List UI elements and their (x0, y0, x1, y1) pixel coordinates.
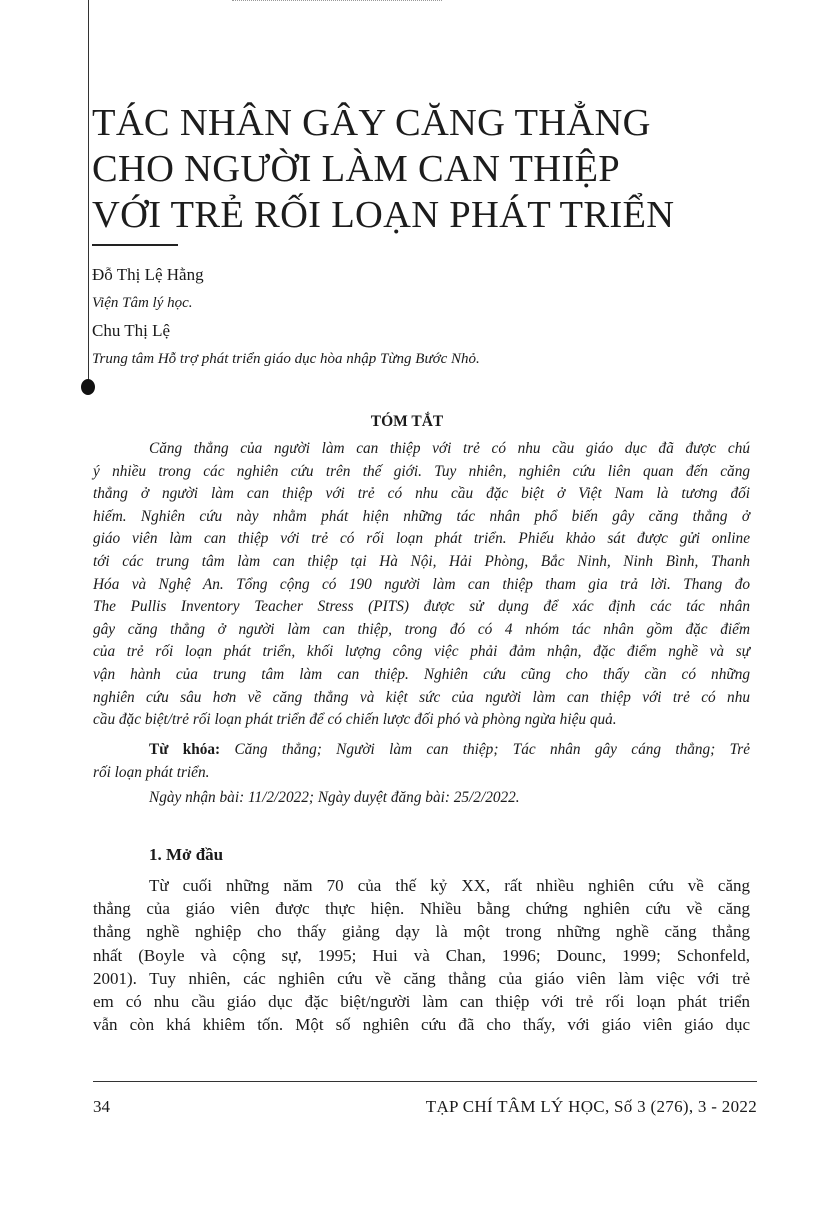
article-title (92, 100, 782, 238)
body-line: Từ cuối những năm 70 của thế kỷ XX, rất nhiều nghiên cứu về căng (149, 876, 750, 895)
abstract-heading: TÓM TẮT (370, 413, 444, 430)
abstract-body (93, 438, 750, 732)
author-name: Chu Thị Lệ (92, 321, 171, 340)
abstract-line: tới các trung tâm làm can thiệp tại Hà Nội, Hải Phòng, Bắc Ninh, Ninh Bình, Thanh (93, 552, 750, 570)
abstract-line: gây căng thẳng ở người làm can thiệp, trong đó có 4 nhóm tác nhân gồm đặc điểm (93, 620, 750, 638)
margin-vertical-rule (88, 0, 89, 392)
body-line: 2001). Tuy nhiên, các nghiên cứu về căng thẳng của giáo viên làm việc với trẻ (93, 968, 750, 988)
title-line: VỚI TRẺ RỐI LOẠN PHÁT TRIỂN (92, 194, 675, 236)
title-line: CHO NGƯỜI LÀM CAN THIỆP (92, 148, 621, 190)
abstract-line: của trẻ rối loạn phát triển, khối lượng công việc phải đảm nhận, đặc điểm nghề và sự (93, 643, 750, 661)
received-dates: Ngày nhận bài: 11/2/2022; Ngày duyệt đăng bài: 25/2/2022. (149, 789, 520, 806)
body-line: em có nhu cầu giáo dục đặc biệt/người làm can thiệp với trẻ rối loạn phát triển (93, 992, 750, 1012)
section-body (93, 874, 750, 1036)
journal-name: TẠP CHÍ TÂM LÝ HỌC, Số 3 (276), 3 - 2022 (425, 1097, 757, 1116)
section-heading: 1. Mở đầu (149, 845, 224, 864)
abstract-line: Hóa và Nghệ An. Tổng cộng có 190 người làm can thiệp tham gia trả lời. Thang đo (93, 575, 750, 593)
author-name: Đỗ Thị Lệ Hằng (92, 265, 204, 284)
abstract-line: giáo viên làm can thiệp với trẻ có rối loạn phát triển. Phiếu khảo sát được gửi online (93, 530, 750, 548)
abstract-line: cầu đặc biệt/trẻ rối loạn phát triển để có chiến lược đối phó và phòng ngừa hiệu quả. (93, 711, 617, 729)
abstract-line: thẳng ở người làm can thiệp với trẻ có nhu cầu đặc biệt ở Việt Nam là tương đối (93, 485, 750, 503)
body-line: thẳng của giáo viên được thực hiện. Nhiều bằng chứng nghiên cứu về căng (93, 899, 750, 919)
author-affiliation: Trung tâm Hỗ trợ phát triển giáo dục hòa nhập Từng Bước Nhỏ. (92, 351, 480, 367)
author-block (92, 261, 480, 373)
footer-rule (93, 1081, 757, 1082)
title-line: TÁC NHÂN GÂY CĂNG THẲNG (92, 102, 651, 144)
body-line: nhất (Boyle và cộng sự, 1995; Hui và Chan, 1996; Dounc, 1999; Schonfeld, (93, 945, 750, 965)
scan-top-marks (232, 0, 442, 4)
margin-bullet-mark (81, 379, 95, 395)
keywords-text-cont: rối loạn phát triển. (93, 763, 210, 781)
body-line: vẫn còn khá khiêm tốn. Một số nghiên cứu đã cho thấy, với giáo viên giáo dục (93, 1015, 750, 1035)
keywords-label: Từ khóa: (149, 741, 221, 758)
author-affiliation: Viện Tâm lý học. (92, 295, 193, 311)
abstract-line: ý nhiều trong các nghiên cứu trên thế giới. Tuy nhiên, nghiên cứu liên quan đến căng (93, 462, 750, 480)
body-line: thẳng nghề nghiệp cho thấy giảng dạy là một trong những nghề căng thẳng (93, 922, 750, 942)
page-number: 34 (93, 1097, 110, 1116)
abstract-line: Căng thẳng của người làm can thiệp với trẻ có nhu cầu giáo dục đã được chú (149, 440, 750, 457)
title-underline (92, 244, 178, 246)
keywords-text: Căng thẳng; Người làm can thiệp; Tác nhân gây cáng thẳng; Trẻ (234, 741, 750, 758)
abstract-line: hiếm. Nghiên cứu này nhằm phát hiện những tác nhân phổ biến gây căng thẳng ở (93, 507, 750, 525)
keywords (93, 739, 750, 784)
abstract-line: The Pullis Inventory Teacher Stress (PITS) được sử dụng để xác định các tác nhân (93, 598, 750, 616)
abstract-line: vận hành của trung tâm làm can thiệp. Nghiên cứu cũng cho thấy cần có những (93, 665, 750, 683)
abstract-line: nghiên cứu sâu hơn về căng thẳng và kiệt sức của người làm can thiệp với trẻ có nhu (93, 688, 750, 706)
